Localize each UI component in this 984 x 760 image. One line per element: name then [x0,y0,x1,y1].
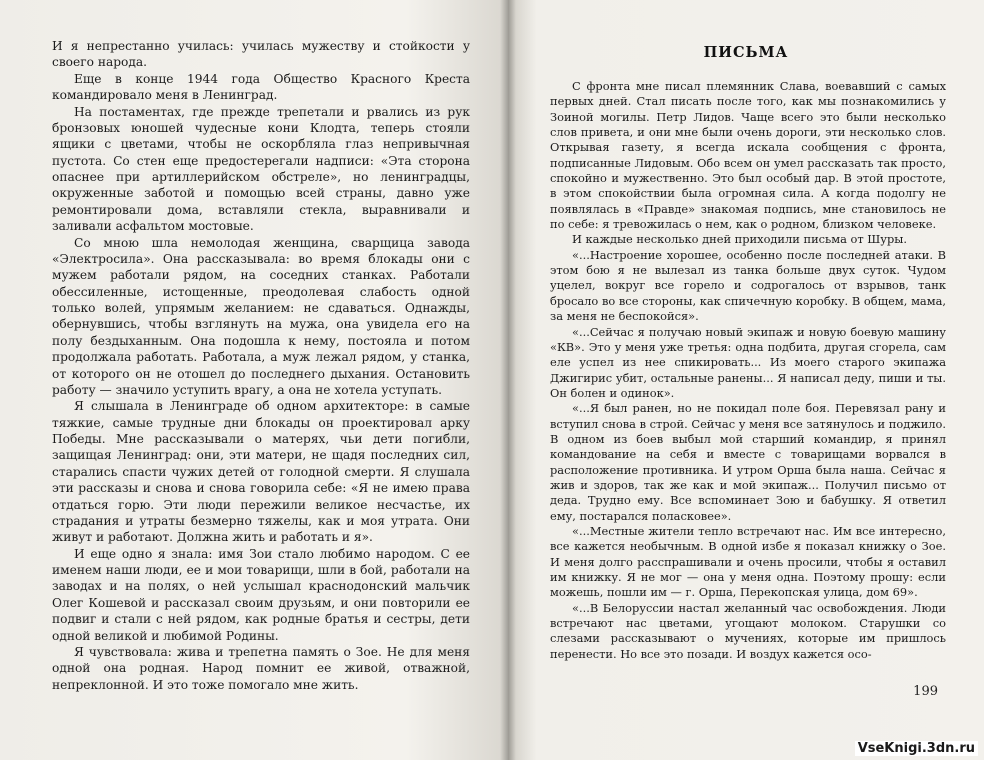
paragraph: «...Сейчас я получаю новый экипаж и новую боевую машину «КВ». Это у меня уже третья: одна подбита, другая сгорела, сам еле успел из нее спикировать... Из моего старого экипажа Джигирис убит, остальные ранены... Я написал деду, пиши и ты. Он болен и одинок». [550,324,946,400]
chapter-heading: ПИСЬМА [703,44,789,61]
paragraph: На постаментах, где прежде трепетали и рвались из рук бронзовых юношей чудесные кони Клодта, теперь стояли ящики с цветами, чтобы не оскорбляла глаз непривычная пустота. Со стен еще предостерегали надписи: «Эта сторона опаснее при артиллерийском обстреле», но ленинградцы, окруженные заботой и помощью всей страны, давно уже ремонтировали дома, вставляли стекла, выравнивали и заливали асфальтом мостовые. [52,104,470,234]
paragraph: Я чувствовала: жива и трепетна память о Зое. Не для меня одной она родная. Народ помнит ее живой, отважной, непреклонной. И это тоже помогало мне жить. [52,644,470,692]
paragraph: И я непрестанно училась: училась мужеству и стойкости у своего народа. [52,39,470,70]
paragraph: Со мною шла немолодая женщина, сварщица завода «Электросила». Она рассказывала: во время блокады они с мужем работали рядом, на соседних станках. Работали обессиленные, истощенные, преодолевая слабость одной только волей, упрямым желанием: не сдаваться. Однажды, обернувшись, чтобы взглянуть на мужа, она увидела его на полу бездыханным. Она подошла к нему, постояла и потом продолжала работать. Работала, а муж лежал рядом, у станка, от которого он не отошел до последнего дыхания. Остановить работу — значило уступить врагу, а она не хотела уступать. [52,235,470,397]
paragraph: И еще одно я знала: имя Зои стало любимо народом. С ее именем наши люди, ее и мои товарищи, шли в бой, работали на заводах и на полях, о ней услышал краснодонский мальчик Олег Кошевой и рассказал своим друзьям, и они повторили ее подвиг и стали с ней рядом, как родные братья и сестры, дети одной великой и любимой Родины. [52,546,470,643]
paragraph: «...В Белоруссии настал желанный час освобождения. Люди встречают нас цветами, угощают молоком. Старушки со слезами рассказывают о мучениях, которые им пришлось перенести. Но все это позади. И воздух кажется осо- [550,600,946,661]
paragraph: Я слышала в Ленинграде об одном архитекторе: в самые тяжкие, самые трудные дни блокады он проектировал арку Победы. Мне рассказывали о матерях, чьи дети погибли, защищая Ленинград: они, эти матери, не щадя последних сил, старались спасти чужих детей от голодной смерти. Я слушала эти рассказы и снова и снова говорила себе: «Я не имею права отдаться горю. Эти люди пережили великое несчастье, их страдания и утраты безмерно тяжелы, как и моя утрата. Они живут и работают. Должна жить и работать и я». [52,399,470,545]
watermark-link[interactable]: VseKnigi.3dn.ru [855,741,978,756]
right-page [508,0,984,760]
page-number: 199 [913,684,938,699]
right-page-text [550,79,946,662]
paragraph: С фронта мне писал племянник Слава, воевавший с самых первых дней. Стал писать после того, как мы познакомились у Зоиной могилы. Петр Лидов. Чаще всего это были несколько слов привета, и они мне были очень дороги, эти несколько слов. Открывая газету, я всегда искала сообщения с фронта, подписанные Лидовым. Обо всем он умел рассказать так просто, спокойно и мужественно. Это был особый дар. В этой простоте, в этом спокойствии была огромная сила. А когда подолгу не появлялась в «Правде» знакомая подпись, мне становилось не по себе: я тревожилась о нем, как о родном, близком человеке. [550,79,946,232]
left-page-text [52,38,470,693]
paragraph: «...Местные жители тепло встречают нас. Им все интересно, все кажется необычным. В одной избе я показал книжку о Зое. И меня долго расспрашивали и очень просили, чтобы я оставил им книжку. Я не мог — она у меня одна. Поэтому прошу: если можешь, пошли им — г. Орша, Перекопская улица, дом 69». [550,523,946,600]
paragraph: «...Я был ранен, но не покидал поле боя. Перевязал рану и вступил снова в строй. Сейчас у меня все затянулось и поджило. В одном из боев выбыл мой старший командир, я принял командование на себя и вместе с товарищами ворвался в расположение противника. И утром Орша была наша. Сейчас я жив и здоров, так же как и мой экипаж... Получил письмо от деда. Трудно ему. Все вспоминает Зою и бабушку. Я ответил ему, постарался поласковее». [550,401,946,523]
paragraph: «...Настроение хорошее, особенно после последней атаки. В этом бою я не вылезал из танка больше двух суток. Чудом уцелел, вокруг все горело и содрогалось от взрывов, танк бросало во все стороны, как спичечную коробку. В общем, мама, за меня не беспокойся». [550,247,946,324]
book-spine-shadow [500,0,516,760]
paragraph: Еще в конце 1944 года Общество Красного Креста командировало меня в Ленинград. [52,71,470,103]
paragraph: И каждые несколько дней приходили письма от Шуры. [572,232,907,247]
